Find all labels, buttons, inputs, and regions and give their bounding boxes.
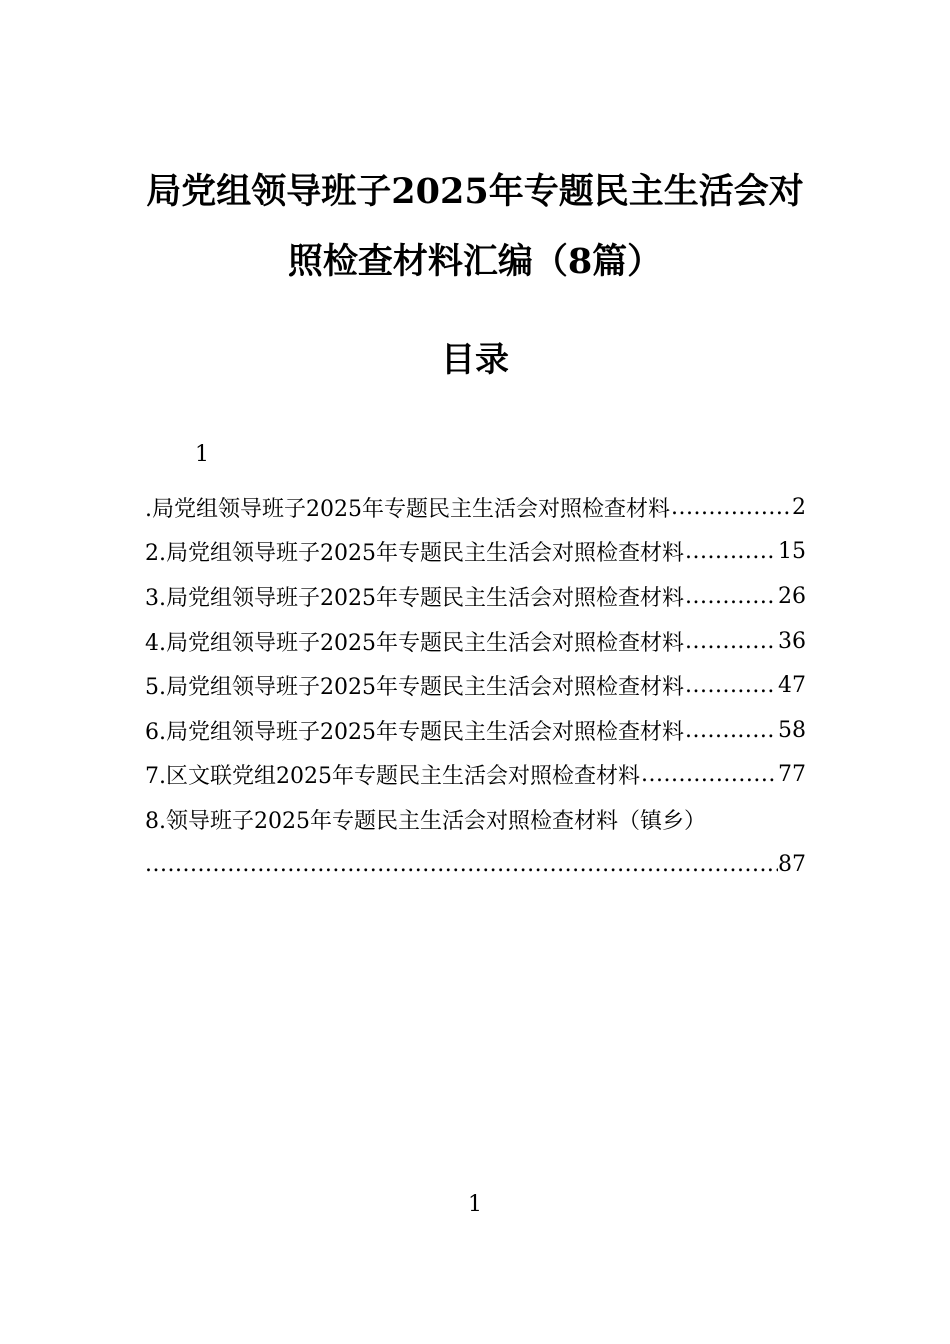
toc-entry-6[interactable] <box>145 708 806 753</box>
toc-entry-page: 77 <box>778 762 806 788</box>
toc-entry-7[interactable] <box>145 753 806 798</box>
toc-leader-dots <box>685 673 777 698</box>
table-of-contents <box>145 485 806 886</box>
document-title-line-1: 局党组领导班子2025年专题民主生活会对 <box>146 171 804 212</box>
toc-entry-title: 5.局党组领导班子2025年专题民主生活会对照检查材料 <box>145 675 684 701</box>
toc-leader-dots <box>685 718 777 743</box>
toc-leader-dots <box>685 629 777 654</box>
toc-entry-page: 2 <box>792 494 806 520</box>
toc-entry-title: 2.局党组领导班子2025年专题民主生活会对照检查材料 <box>145 541 684 567</box>
toc-heading: 目录 <box>441 340 509 380</box>
toc-entry-page: 15 <box>778 539 806 565</box>
toc-leader-dots <box>685 584 777 609</box>
toc-entry-2[interactable] <box>145 530 806 575</box>
toc-lead-number: 1 <box>195 442 209 467</box>
toc-entry-page: 47 <box>778 673 806 699</box>
toc-entry-4[interactable] <box>145 619 806 664</box>
toc-entry-page: 58 <box>778 717 806 743</box>
toc-entry-title: 8.领导班子2025年专题民主生活会对照检查材料（镇乡） <box>145 808 706 834</box>
toc-entry-page: 36 <box>778 628 806 654</box>
toc-entry-5[interactable] <box>145 663 806 708</box>
toc-entry-1[interactable] <box>145 485 806 530</box>
toc-entry-3[interactable] <box>145 574 806 619</box>
toc-entry-title: 6.局党组领导班子2025年专题民主生活会对照检查材料 <box>145 719 684 745</box>
toc-entry-title: .局党组领导班子2025年专题民主生活会对照检查材料 <box>145 496 670 522</box>
toc-entry-8[interactable] <box>145 797 806 842</box>
toc-leader-dots <box>671 495 791 520</box>
toc-entry-page: 87 <box>778 851 806 877</box>
toc-entry-8-continuation[interactable] <box>145 842 806 887</box>
toc-entry-title: 3.局党组领导班子2025年专题民主生活会对照检查材料 <box>145 585 684 611</box>
toc-entry-title: 7.区文联党组2025年专题民主生活会对照检查材料 <box>145 764 640 790</box>
page-number: 1 <box>468 1192 482 1217</box>
toc-entry-title: 4.局党组领导班子2025年专题民主生活会对照检查材料 <box>145 630 684 656</box>
toc-entry-page: 26 <box>778 583 806 609</box>
toc-leader-dots <box>641 762 777 787</box>
toc-leader-dots <box>145 852 778 877</box>
document-title-line-2: 照检查材料汇编（8篇） <box>287 241 663 282</box>
toc-leader-dots <box>685 539 777 564</box>
